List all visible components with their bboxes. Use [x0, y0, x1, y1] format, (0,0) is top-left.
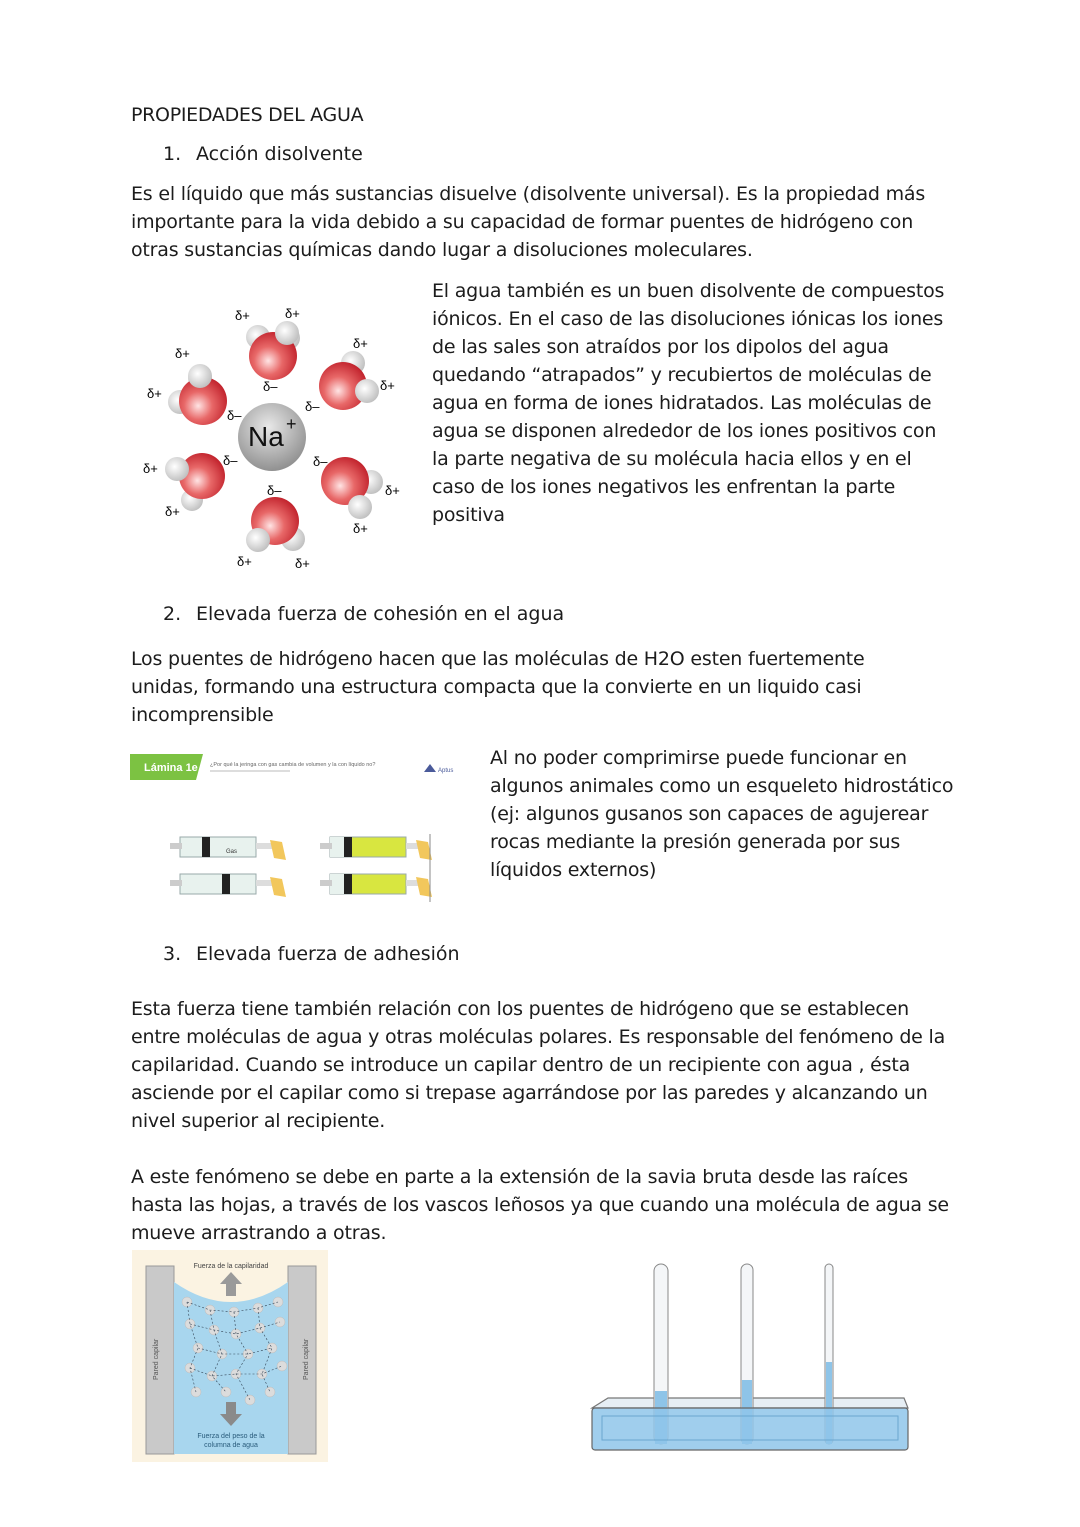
section-number: 3.	[163, 943, 182, 965]
side-text-ionic: El agua también es un buen disolvente de compuestos iónicos. En el caso de las disoluciones iónicas los iones de las sales son atraídos por los dipolos del agua quedando “atrapados” y recubiertos de moléculas de agua en forma de iones hidratados. Las moléculas de agua se disponen alrededor de los iones positivos con la parte negativa de su molécula hacia ellos y en el caso de los iones negativos les enfrentan la parte positiva	[432, 280, 945, 526]
svg-text:Lámina 1e: Lámina 1e	[144, 762, 198, 774]
svg-text:δ–: δ–	[263, 379, 278, 394]
svg-text:δ–: δ–	[223, 453, 238, 468]
paragraph-adhesion: Esta fuerza tiene también relación con los puentes de hidrógeno que se establecen entre moléculas de agua y otras moléculas polares. Es responsable del fenómeno de la capilaridad. Cuando se introduce un capilar dentro de un recipiente con agua , ésta asciende por el capilar como si trepase agarrándose por las paredes y alcanzando un nivel superior al recipiente.	[131, 998, 946, 1132]
capillarity-figure	[132, 1250, 328, 1462]
page-title: PROPIEDADES DEL AGUA	[131, 104, 364, 126]
svg-text:δ+: δ+	[235, 308, 250, 323]
svg-text:δ+: δ+	[143, 461, 158, 476]
svg-text:Fuerza de la capilaridad: Fuerza de la capilaridad	[193, 1263, 269, 1270]
capillary-forces-diagram-icon	[132, 1250, 328, 1462]
svg-text:Na: Na	[248, 421, 284, 452]
section-heading-3	[163, 942, 460, 966]
svg-text:Pared capilar: Pared capilar	[153, 1338, 160, 1380]
svg-text:¿Por qué la jeringa con gas ca: ¿Por qué la jeringa con gas cambia de volumen y la con líquido no?	[210, 762, 376, 768]
section-title: Elevada fuerza de adhesión	[196, 943, 460, 965]
section-title: Elevada fuerza de cohesión en el agua	[196, 603, 565, 625]
svg-text:+: +	[286, 414, 297, 434]
section-number: 1.	[163, 143, 182, 165]
section-title: Acción disolvente	[196, 143, 363, 165]
svg-text:Aptus: Aptus	[438, 768, 454, 774]
capillary-tubes-figure	[588, 1258, 912, 1458]
svg-text:δ+: δ+	[380, 378, 395, 393]
svg-text:columna de agua: columna de agua	[204, 1442, 258, 1449]
paragraph-disolvente: Es el líquido que más sustancias disuelve (disolvente universal). Es la propiedad más importante para la vida debido a su capacidad de formar puentes de hidrógeno con otras sustancias químicas dando lugar a disoluciones moleculares.	[131, 183, 926, 261]
svg-text:δ+: δ+	[295, 556, 310, 571]
svg-text:δ+: δ+	[165, 504, 180, 519]
svg-text:Pared capilar: Pared capilar	[303, 1338, 310, 1380]
svg-text:δ+: δ+	[237, 554, 252, 569]
svg-text:δ–: δ–	[305, 399, 320, 414]
section-heading-1	[163, 142, 363, 166]
svg-text:δ–: δ–	[313, 454, 328, 469]
section-number: 2.	[163, 603, 182, 625]
hydration-diagram-icon	[135, 298, 415, 578]
svg-text:Gas: Gas	[226, 849, 238, 855]
hydrated-sodium-ion-figure	[135, 298, 415, 578]
svg-text:δ+: δ+	[353, 336, 368, 351]
syringe-diagram-icon	[130, 752, 465, 912]
section-heading-2	[163, 602, 564, 626]
svg-text:δ+: δ+	[385, 483, 400, 498]
side-text-hydrostatic: Al no poder comprimirse puede funcionar en algunos animales como un esqueleto hidrostático (ej: algunos gusanos son capaces de agujerear rocas mediante la presión generada por sus líquidos externos)	[490, 747, 954, 881]
svg-text:δ–: δ–	[267, 483, 282, 498]
syringe-figure	[130, 752, 465, 912]
paragraph-cohesion: Los puentes de hidrógeno hacen que las moléculas de H2O esten fuertemente unidas, formando una estructura compacta que la convierte en un liquido casi incomprensible	[131, 648, 865, 726]
svg-text:δ+: δ+	[353, 521, 368, 536]
capillary-tubes-diagram-icon	[588, 1258, 912, 1458]
svg-text:δ+: δ+	[147, 386, 162, 401]
svg-text:δ–: δ–	[227, 408, 242, 423]
svg-text:δ+: δ+	[175, 346, 190, 361]
svg-text:δ+: δ+	[285, 306, 300, 321]
svg-text:Fuerza del peso de la: Fuerza del peso de la	[197, 1433, 265, 1440]
paragraph-savia: A este fenómeno se debe en parte a la extensión de la savia bruta desde las raíces hasta las hojas, a través de los vascos leñosos ya que cuando una molécula de agua se mueve arrastrando a otras.	[131, 1166, 949, 1244]
